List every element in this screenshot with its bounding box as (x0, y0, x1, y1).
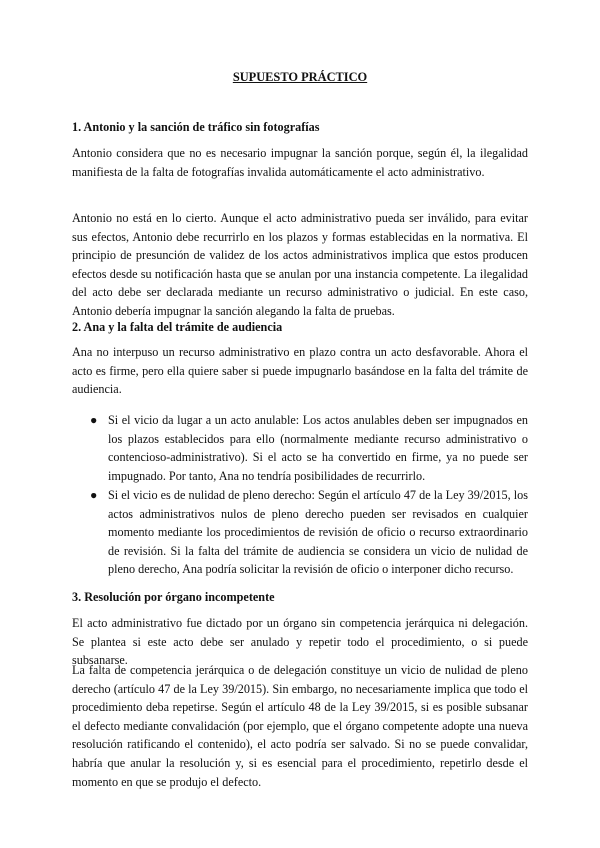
section-1-paragraph-2: Antonio no está en lo cierto. Aunque el acto administrativo pueda ser inválido, para evitar sus efectos, Antonio debe recurrirlo en los plazos y formas establecidas en la normativa. El principio de presunción de validez de los actos administrativos implica que estos producen efectos desde su notificación hasta que se anulan por una instancia competente. La ilegalidad del acto debe ser declarada mediante un recurso administrativo o judicial. En este caso, Antonio debería impugnar la sanción alegando la falta de pruebas. (72, 211, 528, 318)
list-item-text: Si el vicio da lugar a un acto anulable: Los actos anulables deben ser impugnados en los plazos establecidos para ello (normalmente mediante recurso administrativo o contencioso-administrativo). Si el acto se ha convertido en firme, ya no puede ser impugnado. Por tanto, Ana no tendría posibilidades de recurrirlo. (108, 413, 528, 483)
section-1-paragraph-1: Antonio considera que no es necesario impugnar la sanción porque, según él, la ilegalidad manifiesta de la falta de fotografías invalida automáticamente el acto administrativo. (72, 146, 528, 179)
document-title: SUPUESTO PRÁCTICO (232, 70, 368, 84)
section-1-heading: 1. Antonio y la sanción de tráfico sin fotografías (72, 120, 320, 134)
list-item (90, 486, 528, 579)
section-3-paragraph-2: La falta de competencia jerárquica o de delegación constituye un vicio de nulidad de pleno derecho (artículo 47 de la Ley 39/2015). Sin embargo, no necesariamente implica que todo el procedimiento deba repetirse. Según el artículo 48 de la Ley 39/2015, si es posible subsanar el defecto mediante convalidación (por ejemplo, que el órgano competente adopte una nueva resolución ratificando el contenido), el acto podría ser salvado. Si no se puede convalidar, habría que anular la resolución y, si es esencial para el procedimiento, repetirlo desde el momento en que se produjo el defecto. (72, 663, 528, 789)
section-2-paragraph-1: Ana no interpuso un recurso administrativo en plazo contra un acto desfavorable. Ahora el acto es firme, pero ella quiere saber si puede impugnarlo basándose en la falta del trámite de audiencia. (72, 345, 528, 397)
list-item-text: Si el vicio es de nulidad de pleno derecho: Según el artículo 47 de la Ley 39/2015, los actos administrativos nulos de pleno derecho pueden ser revisados en cualquier momento mediante los procedimientos de revisión de oficio o recurso extraordinario de revisión. Si la falta del trámite de audiencia se considera un vicio de nulidad de pleno derecho, Ana podría solicitar la revisión de oficio o interponer dicho recurso. (108, 488, 528, 577)
bullet-icon: ● (90, 413, 98, 427)
section-3-heading: 3. Resolución por órgano incompetente (72, 590, 275, 604)
bullet-icon: ● (90, 488, 98, 502)
section-2-heading: 2. Ana y la falta del trámite de audiencia (72, 320, 283, 334)
section-3-paragraph-1: El acto administrativo fue dictado por un órgano sin competencia jerárquica ni delegación. Se plantea si este acto debe ser anulado y repetir todo el procedimiento, o si puede subsanarse. (72, 616, 528, 668)
list-item (90, 411, 528, 485)
